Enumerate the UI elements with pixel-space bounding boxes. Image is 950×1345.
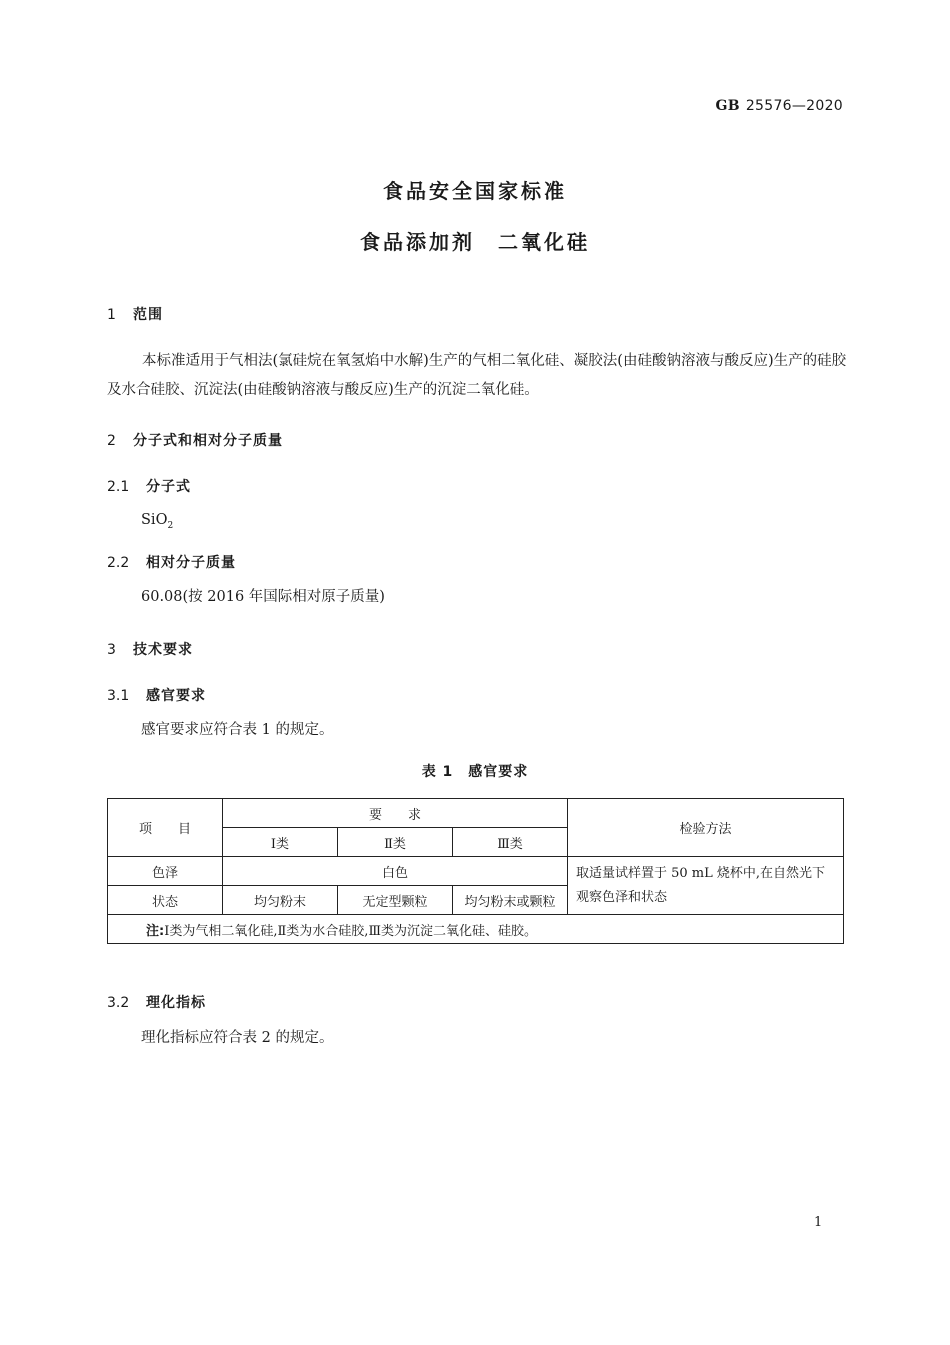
header-requirement: 要 求	[223, 799, 568, 828]
section-title: 范围	[133, 307, 163, 323]
section-2-1-heading	[107, 476, 191, 496]
section-title: 技术要求	[133, 642, 193, 658]
section-number: 1	[107, 307, 116, 323]
header-class-2: Ⅱ类	[338, 828, 453, 857]
molecular-formula	[141, 512, 173, 531]
section-number: 3.1	[107, 688, 130, 704]
section-number: 3.2	[107, 995, 130, 1011]
molecular-weight: 60.08(按 2016 年国际相对原子质量)	[141, 589, 385, 605]
section-title: 相对分子质量	[146, 555, 236, 571]
section-number: 2.2	[107, 555, 130, 571]
section-3-2-heading	[107, 992, 206, 1012]
row-value-class-3: 均匀粉末或颗粒	[453, 886, 568, 915]
section-number: 2	[107, 433, 116, 449]
section-title: 感官要求	[146, 688, 206, 704]
section-3-2-body: 理化指标应符合表 2 的规定。	[141, 1030, 334, 1046]
section-3-1-body: 感官要求应符合表 1 的规定。	[141, 722, 334, 738]
section-number: 3	[107, 642, 116, 658]
header-item: 项 目	[108, 799, 223, 857]
table-row	[108, 857, 844, 886]
section-2-heading	[107, 430, 283, 450]
document-subtitle: 食品添加剂 二氧化硅	[360, 230, 590, 254]
section-title: 分子式	[146, 479, 191, 495]
section-2-2-heading	[107, 552, 236, 572]
standard-prefix: GB	[715, 98, 740, 114]
formula-subscript: 2	[167, 520, 174, 531]
row-value-color: 白色	[223, 857, 568, 886]
row-label-state: 状态	[108, 886, 223, 915]
section-1-heading	[107, 304, 163, 324]
header-class-1: Ⅰ类	[223, 828, 338, 857]
standard-number: 25576—2020	[745, 98, 843, 114]
section-title: 理化指标	[146, 995, 206, 1011]
header-class-3: Ⅲ类	[453, 828, 568, 857]
standard-code	[715, 98, 843, 114]
sensory-requirements-table	[107, 798, 844, 944]
section-1-body: 本标准适用于气相法(氯硅烷在氧氢焰中水解)生产的气相二氧化硅、凝胶法(由硅酸钠溶液与酸反应)生产的硅胶及水合硅胶、沉淀法(由硅酸钠溶液与酸反应)生产的沉淀二氧化硅。	[107, 353, 847, 398]
note-label: 注:	[146, 923, 165, 939]
table-1-caption: 表 1 感官要求	[421, 764, 529, 780]
document-title: 食品安全国家标准	[383, 179, 567, 203]
header-test-method: 检验方法	[568, 799, 844, 857]
section-title: 分子式和相对分子质量	[133, 433, 283, 449]
row-label-color: 色泽	[108, 857, 223, 886]
section-3-1-heading	[107, 685, 206, 705]
row-value-class-2: 无定型颗粒	[338, 886, 453, 915]
section-3-heading	[107, 639, 193, 659]
page-number: 1	[814, 1215, 823, 1230]
table-note	[108, 915, 844, 944]
test-method-text: 取适量试样置于 50 mL 烧杯中,在自然光下观察色泽和状态	[568, 857, 844, 915]
row-value-class-1: 均匀粉末	[223, 886, 338, 915]
note-text: Ⅰ类为气相二氧化硅,Ⅱ类为水合硅胶,Ⅲ类为沉淀二氧化硅、硅胶。	[164, 923, 537, 939]
formula-main: SiO	[141, 512, 168, 528]
table-note-row	[108, 915, 844, 944]
section-number: 2.1	[107, 479, 130, 495]
table-header-row	[108, 799, 844, 828]
